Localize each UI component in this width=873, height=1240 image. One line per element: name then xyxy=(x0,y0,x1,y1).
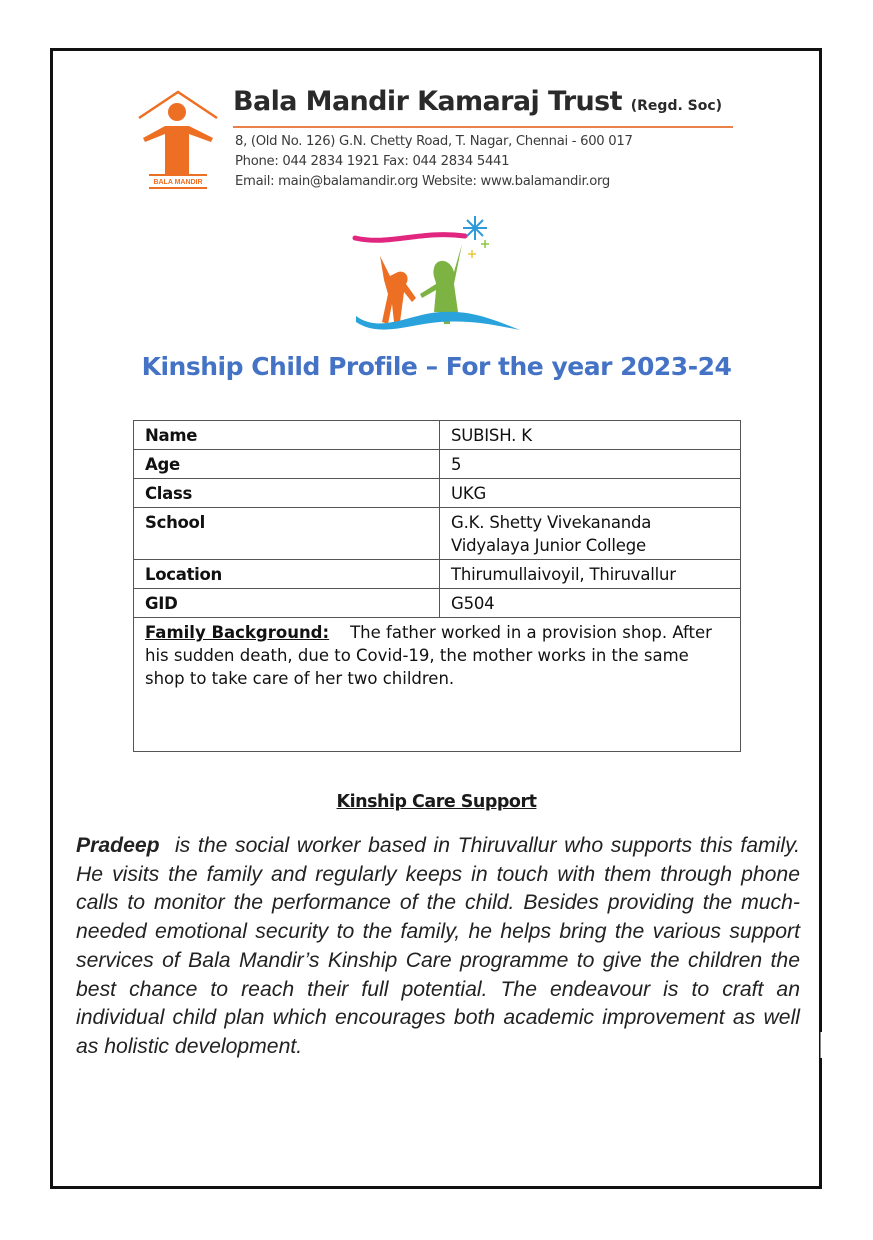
org-phone-fax: Phone: 044 2834 1921 Fax: 044 2834 5441 xyxy=(235,154,510,169)
org-regd: (Regd. Soc) xyxy=(630,98,723,114)
document-title: Kinship Child Profile – For the year 2023-24 xyxy=(141,352,732,381)
blue-wave-icon xyxy=(356,312,520,330)
border-gap xyxy=(820,1032,827,1058)
row-label: GID xyxy=(134,589,440,618)
row-value: G504 xyxy=(440,589,741,618)
head-icon xyxy=(168,103,186,121)
row-value: SUBISH. K xyxy=(440,421,741,450)
support-heading: Kinship Care Support xyxy=(336,792,537,812)
table-row xyxy=(134,479,741,508)
sparkle-icon xyxy=(468,250,476,258)
row-value: 5 xyxy=(440,450,741,479)
row-label: Class xyxy=(134,479,440,508)
table-row xyxy=(134,450,741,479)
support-text: is the social worker based in Thiruvallur who supports this family. He visits the family and regularly keeps in touch with them through phone calls to monitor the performance of the child. Besides providing the much-needed emotional security to the family, he helps bring the various support services of Bala Mandir’s Kinship Care programme to give the children the best chance to reach their full potential. The endeavour is to craft an individual child plan which encourages both academic improvement as well as holistic development. xyxy=(76,834,800,1058)
family-background-label: Family Background: xyxy=(145,623,330,642)
row-label: Age xyxy=(134,450,440,479)
row-label: School xyxy=(134,508,440,560)
kinship-kids-logo xyxy=(350,214,530,338)
org-address: 8, (Old No. 126) G.N. Chetty Road, T. Nagar, Chennai - 600 017 xyxy=(235,134,633,149)
table-row xyxy=(134,560,741,589)
family-background-text: The father worked in a provision shop. After his sudden death, due to Covid-19, the mother works in the same shop to take care of her two children. xyxy=(145,623,712,688)
support-paragraph xyxy=(76,832,800,1062)
sparkle-icon xyxy=(481,240,489,248)
table-row xyxy=(134,508,741,560)
orange-child-icon xyxy=(380,256,416,324)
profile-table xyxy=(133,420,741,752)
row-value: G.K. Shetty Vivekananda Vidyalaya Junior College xyxy=(440,508,741,560)
row-value: Thirumullaivoyil, Thiruvallur xyxy=(440,560,741,589)
pink-ribbon-icon xyxy=(355,235,465,241)
logo-caption: BALA MANDIR xyxy=(153,179,203,186)
social-worker-name: Pradeep xyxy=(76,834,160,857)
table-row xyxy=(134,421,741,450)
row-label: Name xyxy=(134,421,440,450)
bala-mandir-logo xyxy=(137,88,219,192)
header-rule xyxy=(233,126,733,128)
arms-icon xyxy=(143,126,213,174)
org-name: Bala Mandir Kamaraj Trust (Regd. Soc) xyxy=(233,86,723,117)
family-background-cell xyxy=(134,618,741,752)
family-background-row xyxy=(134,618,741,752)
row-value: UKG xyxy=(440,479,741,508)
row-label: Location xyxy=(134,560,440,589)
table-row xyxy=(134,589,741,618)
org-email-website: Email: main@balamandir.org Website: www.balamandir.org xyxy=(235,174,610,189)
